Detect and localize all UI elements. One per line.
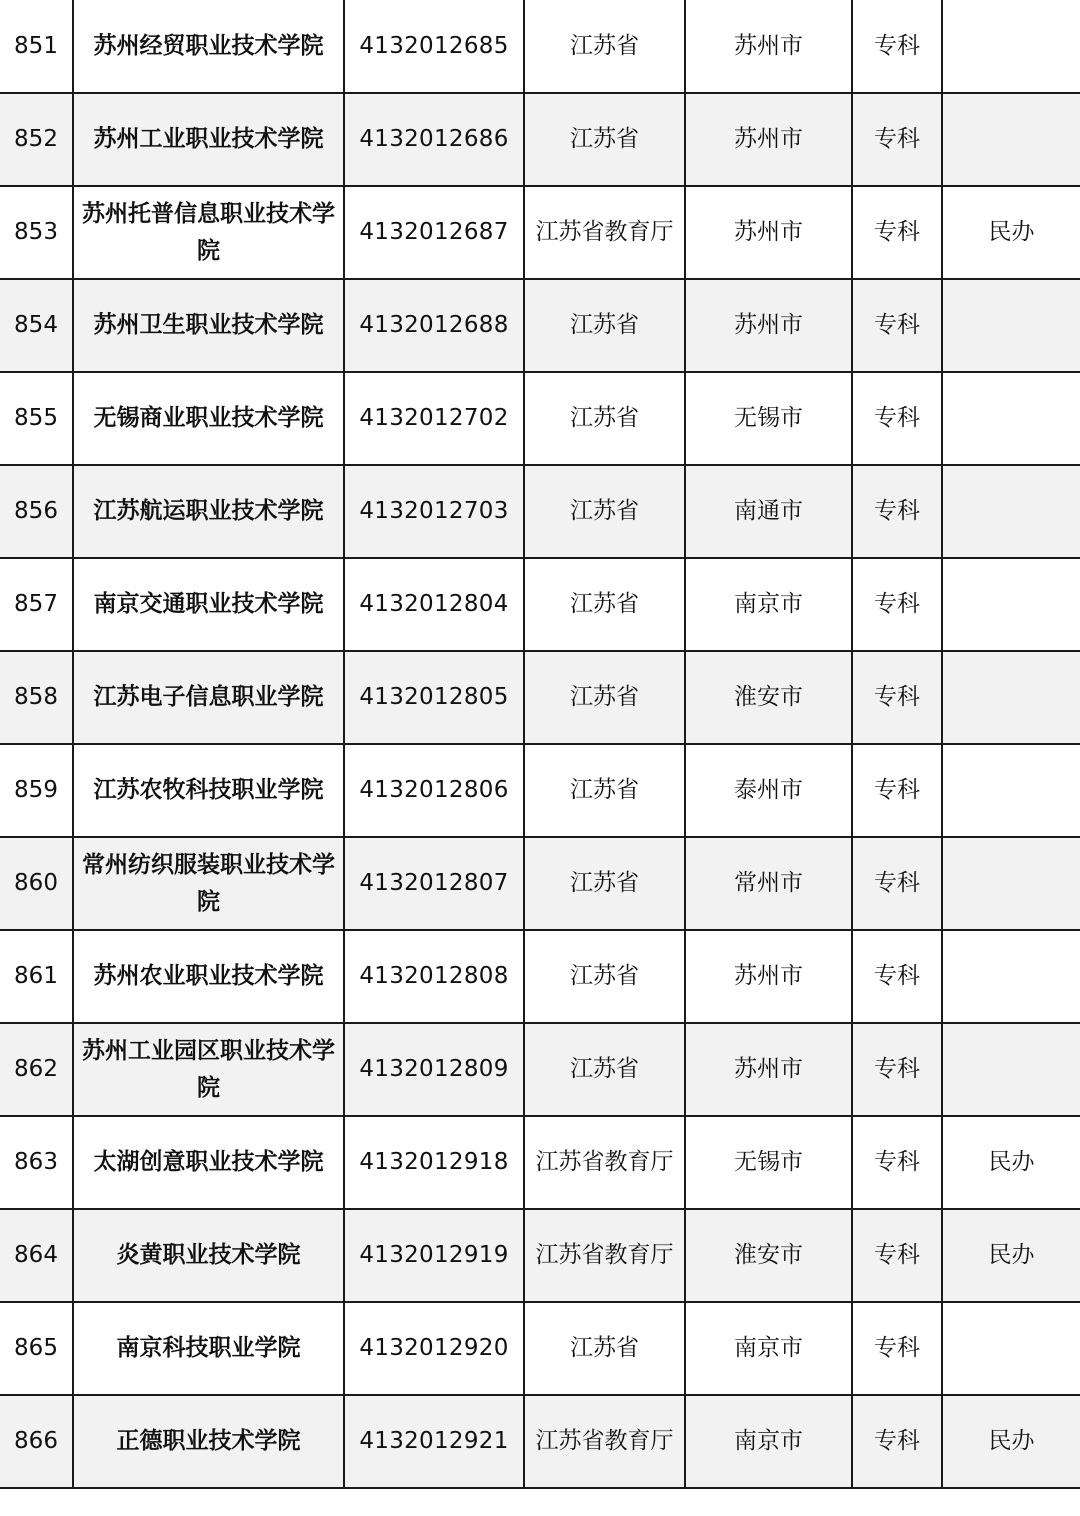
school-code-cell: 4132012807: [344, 837, 524, 930]
city-cell: 苏州市: [685, 186, 852, 279]
note-cell: 民办: [942, 186, 1080, 279]
authority-cell: 江苏省: [524, 1302, 685, 1395]
note-cell: [942, 651, 1080, 744]
note-cell: [942, 0, 1080, 93]
authority-cell: 江苏省: [524, 279, 685, 372]
authority-cell: 江苏省: [524, 744, 685, 837]
table-row: [0, 1395, 1080, 1488]
table-row: [0, 744, 1080, 837]
school-code-cell: 4132012687: [344, 186, 524, 279]
city-cell: 苏州市: [685, 279, 852, 372]
school-code-cell: 4132012918: [344, 1116, 524, 1209]
table-row: [0, 465, 1080, 558]
city-cell: 苏州市: [685, 0, 852, 93]
row-number-cell: 854: [0, 279, 73, 372]
level-cell: 专科: [852, 837, 942, 930]
city-cell: 苏州市: [685, 1023, 852, 1116]
row-number-cell: 858: [0, 651, 73, 744]
city-cell: 常州市: [685, 837, 852, 930]
school-code-cell: 4132012808: [344, 930, 524, 1023]
row-number-cell: 861: [0, 930, 73, 1023]
school-name-cell: 苏州托普信息职业技术学院: [73, 186, 344, 279]
city-cell: 南通市: [685, 465, 852, 558]
row-number-cell: 862: [0, 1023, 73, 1116]
school-code-cell: 4132012919: [344, 1209, 524, 1302]
table-row: [0, 930, 1080, 1023]
row-number-cell: 852: [0, 93, 73, 186]
city-cell: 淮安市: [685, 1209, 852, 1302]
authority-cell: 江苏省教育厅: [524, 1395, 685, 1488]
school-code-cell: 4132012686: [344, 93, 524, 186]
city-cell: 无锡市: [685, 1116, 852, 1209]
authority-cell: 江苏省: [524, 651, 685, 744]
school-name-cell: 江苏航运职业技术学院: [73, 465, 344, 558]
school-name-cell: 江苏农牧科技职业学院: [73, 744, 344, 837]
row-number-cell: 857: [0, 558, 73, 651]
level-cell: 专科: [852, 186, 942, 279]
level-cell: 专科: [852, 1209, 942, 1302]
level-cell: 专科: [852, 372, 942, 465]
table-row: [0, 372, 1080, 465]
school-code-cell: 4132012809: [344, 1023, 524, 1116]
note-cell: [942, 465, 1080, 558]
school-code-cell: 4132012703: [344, 465, 524, 558]
note-cell: [942, 558, 1080, 651]
city-cell: 无锡市: [685, 372, 852, 465]
school-code-cell: 4132012804: [344, 558, 524, 651]
note-cell: 民办: [942, 1395, 1080, 1488]
city-cell: 南京市: [685, 1395, 852, 1488]
school-name-cell: 无锡商业职业技术学院: [73, 372, 344, 465]
row-number-cell: 860: [0, 837, 73, 930]
table-row: [0, 651, 1080, 744]
row-number-cell: 864: [0, 1209, 73, 1302]
note-cell: [942, 744, 1080, 837]
school-name-cell: 苏州卫生职业技术学院: [73, 279, 344, 372]
school-name-cell: 苏州工业职业技术学院: [73, 93, 344, 186]
city-cell: 苏州市: [685, 930, 852, 1023]
authority-cell: 江苏省: [524, 372, 685, 465]
school-code-cell: 4132012920: [344, 1302, 524, 1395]
authority-cell: 江苏省: [524, 837, 685, 930]
level-cell: 专科: [852, 558, 942, 651]
school-name-cell: 太湖创意职业技术学院: [73, 1116, 344, 1209]
school-name-cell: 常州纺织服装职业技术学院: [73, 837, 344, 930]
authority-cell: 江苏省: [524, 1023, 685, 1116]
table-row: [0, 1116, 1080, 1209]
city-cell: 南京市: [685, 558, 852, 651]
authority-cell: 江苏省: [524, 0, 685, 93]
level-cell: 专科: [852, 465, 942, 558]
level-cell: 专科: [852, 93, 942, 186]
school-name-cell: 炎黄职业技术学院: [73, 1209, 344, 1302]
level-cell: 专科: [852, 1395, 942, 1488]
level-cell: 专科: [852, 651, 942, 744]
school-code-cell: 4132012806: [344, 744, 524, 837]
row-number-cell: 865: [0, 1302, 73, 1395]
level-cell: 专科: [852, 279, 942, 372]
school-code-cell: 4132012921: [344, 1395, 524, 1488]
note-cell: [942, 1302, 1080, 1395]
level-cell: 专科: [852, 1116, 942, 1209]
school-name-cell: 南京交通职业技术学院: [73, 558, 344, 651]
authority-cell: 江苏省: [524, 93, 685, 186]
note-cell: [942, 279, 1080, 372]
note-cell: [942, 93, 1080, 186]
table-row: [0, 837, 1080, 930]
level-cell: 专科: [852, 930, 942, 1023]
school-name-cell: 苏州工业园区职业技术学院: [73, 1023, 344, 1116]
table-row: [0, 1302, 1080, 1395]
table-row: [0, 1023, 1080, 1116]
school-name-cell: 正德职业技术学院: [73, 1395, 344, 1488]
school-code-cell: 4132012805: [344, 651, 524, 744]
school-code-cell: 4132012702: [344, 372, 524, 465]
authority-cell: 江苏省: [524, 930, 685, 1023]
authority-cell: 江苏省: [524, 558, 685, 651]
table-row: [0, 558, 1080, 651]
row-number-cell: 866: [0, 1395, 73, 1488]
note-cell: 民办: [942, 1116, 1080, 1209]
row-number-cell: 855: [0, 372, 73, 465]
authority-cell: 江苏省: [524, 465, 685, 558]
school-name-cell: 南京科技职业学院: [73, 1302, 344, 1395]
note-cell: [942, 837, 1080, 930]
row-number-cell: 863: [0, 1116, 73, 1209]
school-name-cell: 苏州经贸职业技术学院: [73, 0, 344, 93]
authority-cell: 江苏省教育厅: [524, 186, 685, 279]
city-cell: 南京市: [685, 1302, 852, 1395]
table-row: [0, 279, 1080, 372]
row-number-cell: 859: [0, 744, 73, 837]
level-cell: 专科: [852, 1302, 942, 1395]
level-cell: 专科: [852, 1023, 942, 1116]
row-number-cell: 851: [0, 0, 73, 93]
note-cell: [942, 930, 1080, 1023]
level-cell: 专科: [852, 744, 942, 837]
school-name-cell: 江苏电子信息职业学院: [73, 651, 344, 744]
row-number-cell: 853: [0, 186, 73, 279]
table-row: [0, 186, 1080, 279]
school-name-cell: 苏州农业职业技术学院: [73, 930, 344, 1023]
authority-cell: 江苏省教育厅: [524, 1209, 685, 1302]
table-row: [0, 93, 1080, 186]
note-cell: 民办: [942, 1209, 1080, 1302]
city-cell: 泰州市: [685, 744, 852, 837]
level-cell: 专科: [852, 0, 942, 93]
school-code-cell: 4132012685: [344, 0, 524, 93]
city-cell: 苏州市: [685, 93, 852, 186]
row-number-cell: 856: [0, 465, 73, 558]
table-row: [0, 1209, 1080, 1302]
city-cell: 淮安市: [685, 651, 852, 744]
school-code-cell: 4132012688: [344, 279, 524, 372]
authority-cell: 江苏省教育厅: [524, 1116, 685, 1209]
table-row: [0, 0, 1080, 93]
note-cell: [942, 1023, 1080, 1116]
note-cell: [942, 372, 1080, 465]
